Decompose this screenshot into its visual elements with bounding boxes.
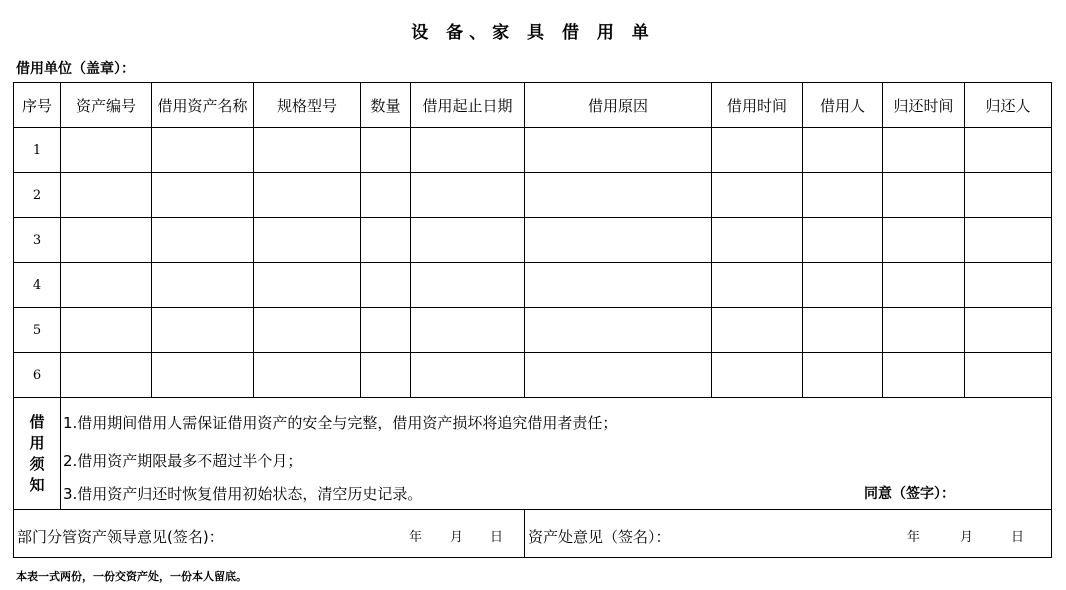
table-cell[interactable] [803,218,883,263]
table-cell[interactable] [883,218,965,263]
opinion-row [14,510,1052,558]
header-cell: 归还人 [965,83,1052,128]
table-cell[interactable] [525,353,712,398]
table-cell[interactable] [411,128,525,173]
asset-office-opinion-label: 资产处意见（签名）： [528,528,671,546]
table-cell[interactable] [965,218,1052,263]
table-cell[interactable] [361,353,411,398]
table-cell[interactable] [712,263,803,308]
notice-line: 2.借用资产期限最多不超过半个月； [63,452,303,470]
table-cell[interactable] [61,128,152,173]
header-cell: 资产编号 [61,83,152,128]
notice-label-char: 借 [29,412,45,431]
row-number: 3 [14,218,61,263]
table-cell[interactable] [525,218,712,263]
table-cell[interactable] [965,128,1052,173]
row-number: 4 [14,263,61,308]
asset-day-label: 日 [1011,530,1025,545]
dept-opinion-field[interactable] [14,510,525,558]
header-cell: 归还时间 [883,83,965,128]
asset-year-label: 年 [907,530,921,545]
row-number: 1 [14,128,61,173]
dept-day-label: 日 [490,530,504,545]
table-cell[interactable] [803,308,883,353]
table-cell[interactable] [883,128,965,173]
table-cell[interactable] [803,173,883,218]
notice-line: 3.借用资产归还时恢复借用初始状态，清空历史记录。 [63,485,423,503]
notice-label-char: 须 [29,454,45,473]
table-cell[interactable] [152,308,254,353]
table-cell[interactable] [61,308,152,353]
table-cell[interactable] [712,218,803,263]
table-cell[interactable] [411,218,525,263]
footer-note: 本表一式两份，一份交资产处，一份本人留底。 [16,570,247,583]
table-cell[interactable] [712,173,803,218]
dept-month-label: 月 [450,530,464,545]
row-number: 5 [14,308,61,353]
table-cell[interactable] [152,353,254,398]
table-cell[interactable] [712,308,803,353]
row-number: 6 [14,353,61,398]
header-cell: 借用起止日期 [411,83,525,128]
table-cell[interactable] [254,308,361,353]
header-cell: 借用时间 [712,83,803,128]
table-cell[interactable] [361,173,411,218]
table-cell[interactable] [411,308,525,353]
table-cell[interactable] [254,263,361,308]
table-cell[interactable] [254,218,361,263]
table-cell[interactable] [525,308,712,353]
table-cell[interactable] [61,218,152,263]
header-cell: 借用人 [803,83,883,128]
borrowing-unit-label: 借用单位（盖章）： [16,61,135,77]
table-cell[interactable] [152,218,254,263]
header-cell: 借用资产名称 [152,83,254,128]
dept-opinion-label: 部门分管资产领导意见(签名)： [17,528,224,546]
table-row [14,353,1052,398]
notice-body [61,398,1052,510]
table-cell[interactable] [525,173,712,218]
table-row [14,308,1052,353]
notice-line: 1.借用期间借用人需保证借用资产的安全与完整，借用资产损坏将追究借用者责任； [63,414,618,432]
table-cell[interactable] [61,173,152,218]
asset-month-label: 月 [960,530,974,545]
table-cell[interactable] [411,353,525,398]
table-cell[interactable] [254,128,361,173]
table-cell[interactable] [965,263,1052,308]
table-cell[interactable] [803,128,883,173]
table-cell[interactable] [883,263,965,308]
borrow-form-table [13,82,1052,558]
table-cell[interactable] [152,173,254,218]
dept-year-label: 年 [409,530,423,545]
table-row [14,173,1052,218]
table-cell[interactable] [883,353,965,398]
table-cell[interactable] [965,308,1052,353]
table-cell[interactable] [411,173,525,218]
table-cell[interactable] [361,308,411,353]
asset-office-opinion-field[interactable] [525,510,1052,558]
table-row [14,218,1052,263]
table-cell[interactable] [712,128,803,173]
table-cell[interactable] [152,263,254,308]
table-cell[interactable] [803,263,883,308]
table-cell[interactable] [152,128,254,173]
table-cell[interactable] [361,128,411,173]
table-cell[interactable] [254,173,361,218]
header-cell: 数量 [361,83,411,128]
table-cell[interactable] [61,353,152,398]
notice-label-char: 知 [29,475,45,494]
notice-row [14,398,1052,510]
agree-signature-label: 同意（签字）： [864,486,955,502]
table-cell[interactable] [254,353,361,398]
table-cell[interactable] [803,353,883,398]
table-row [14,263,1052,308]
table-cell[interactable] [965,353,1052,398]
notice-label [14,398,61,510]
header-cell: 序号 [14,83,61,128]
table-cell[interactable] [525,128,712,173]
row-number: 2 [14,173,61,218]
table-cell[interactable] [883,173,965,218]
table-cell[interactable] [361,263,411,308]
table-cell[interactable] [712,353,803,398]
table-cell[interactable] [411,263,525,308]
table-cell[interactable] [883,308,965,353]
notice-label-char: 用 [29,433,45,452]
header-cell: 借用原因 [525,83,712,128]
table-row [14,128,1052,173]
header-row [14,83,1052,128]
table-cell[interactable] [525,263,712,308]
form-title: 设 备、家 具 借 用 单 [411,23,655,43]
header-cell: 规格型号 [254,83,361,128]
table-cell[interactable] [61,263,152,308]
table-cell[interactable] [361,218,411,263]
table-cell[interactable] [965,173,1052,218]
